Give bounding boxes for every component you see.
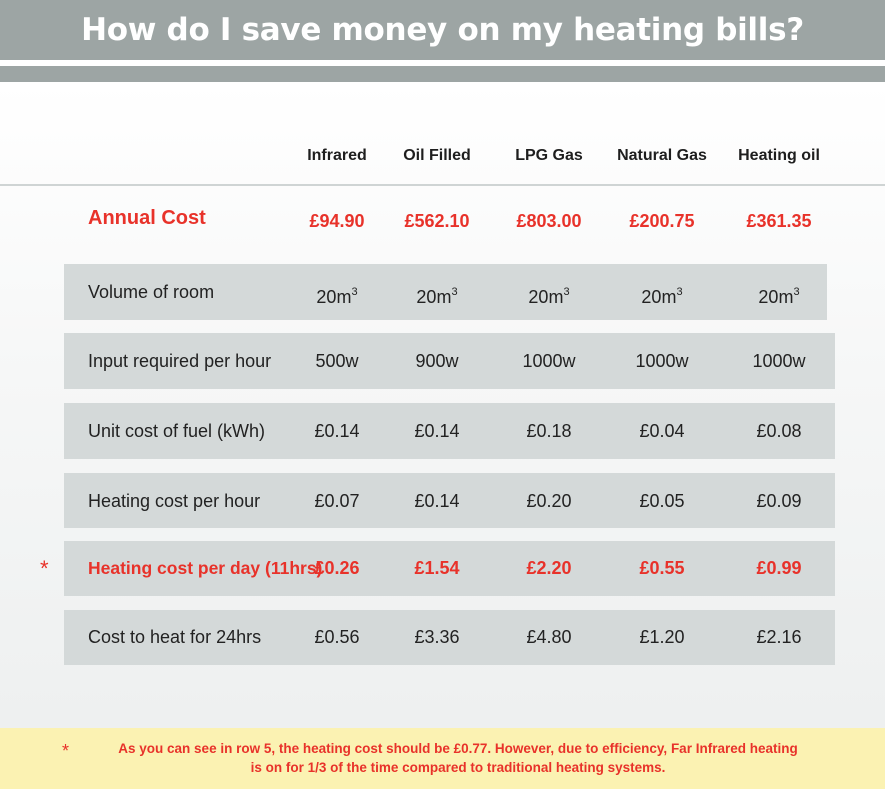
cell-value: £0.09	[756, 491, 802, 511]
table-cell	[724, 626, 834, 648]
cell-unit-superscript: 3	[451, 286, 458, 298]
table-cell	[724, 350, 834, 372]
table-cell	[382, 210, 492, 232]
table-cell	[382, 420, 492, 442]
cell-value: £1.20	[639, 627, 685, 647]
table-cell	[382, 626, 492, 648]
table-cell	[494, 626, 604, 648]
column-header: Oil Filled	[403, 147, 471, 164]
cell-value: £562.10	[404, 211, 470, 231]
cell-value: 900w	[415, 351, 459, 371]
footnote-line-2: is on for 1/3 of the time compared to traditional heating systems.	[250, 760, 666, 775]
table-cell	[724, 420, 834, 442]
footnote-asterisk: *	[62, 741, 70, 761]
footnote-text	[88, 739, 828, 777]
cell-value: £3.36	[414, 627, 460, 647]
table-cell	[607, 210, 717, 232]
cell-value: £0.99	[756, 558, 802, 578]
row-label: Heating cost per hour	[88, 491, 261, 511]
row-label: Volume of room	[88, 282, 215, 302]
title-bar	[0, 0, 885, 60]
table-cell	[607, 281, 717, 308]
cell-value: £0.04	[639, 421, 685, 441]
cell-value: £803.00	[516, 211, 582, 231]
cell-value: £0.56	[314, 627, 360, 647]
cell-value: £94.90	[309, 211, 365, 231]
cell-value: £0.18	[526, 421, 572, 441]
header-divider	[0, 184, 885, 186]
row-asterisk: *	[40, 556, 49, 581]
table-cell	[282, 490, 392, 512]
table-cell	[282, 210, 392, 232]
table-cell	[382, 350, 492, 372]
cell-value: £0.26	[314, 558, 360, 578]
cell-value: £4.80	[526, 627, 572, 647]
header-band	[0, 66, 885, 82]
row-label: Annual Cost	[88, 207, 206, 229]
cell-value: 20m	[528, 287, 564, 307]
table-cell	[382, 281, 492, 308]
column-header: Heating oil	[738, 147, 820, 164]
table-cell	[607, 557, 717, 579]
column-header: Natural Gas	[617, 147, 707, 164]
cell-value: £200.75	[629, 211, 695, 231]
table-cell	[607, 350, 717, 372]
cell-value: 500w	[315, 351, 359, 371]
cell-value: £0.14	[414, 491, 460, 511]
cell-value: 1000w	[635, 351, 689, 371]
table-cell	[607, 490, 717, 512]
cell-value: £0.08	[756, 421, 802, 441]
cell-unit-superscript: 3	[563, 286, 570, 298]
table-cell	[724, 557, 834, 579]
footnote-line-1: As you can see in row 5, the heating cost should be £0.77. However, due to efficiency, Far Infrared heating	[118, 741, 798, 756]
cell-value: £1.54	[414, 558, 460, 578]
table-cell	[724, 210, 834, 232]
table-cell	[494, 281, 604, 308]
cell-value: £0.20	[526, 491, 572, 511]
table-cell	[382, 490, 492, 512]
table-cell	[494, 420, 604, 442]
table-cell	[282, 557, 392, 579]
table-cell	[494, 350, 604, 372]
table-cell	[282, 420, 392, 442]
cell-value: 1000w	[752, 351, 806, 371]
table-cell	[494, 557, 604, 579]
cell-value: £361.35	[746, 211, 812, 231]
cell-value: 20m	[316, 287, 352, 307]
cell-value: 20m	[416, 287, 452, 307]
table-cell	[282, 350, 392, 372]
cell-value: 1000w	[522, 351, 576, 371]
cell-value: 20m	[641, 287, 677, 307]
row-label: Unit cost of fuel (kWh)	[88, 421, 266, 441]
table-cell	[382, 557, 492, 579]
cell-value: £0.14	[314, 421, 360, 441]
table-cell	[494, 490, 604, 512]
table-cell	[607, 420, 717, 442]
cell-value: £2.16	[756, 627, 802, 647]
cell-unit-superscript: 3	[676, 286, 683, 298]
cell-value: £0.55	[639, 558, 685, 578]
cell-value: 20m	[758, 287, 794, 307]
table-cell	[282, 281, 392, 308]
table-cell	[607, 626, 717, 648]
cell-value: £0.14	[414, 421, 460, 441]
column-header: LPG Gas	[515, 147, 583, 164]
page-title: How do I save money on my heating bills?	[81, 12, 804, 48]
table-cell	[494, 210, 604, 232]
cell-unit-superscript: 3	[351, 286, 358, 298]
cell-value: £2.20	[526, 558, 572, 578]
cell-value: £0.05	[639, 491, 685, 511]
row-label: Heating cost per day (11hrs)	[88, 558, 323, 578]
cell-value: £0.07	[314, 491, 360, 511]
cell-unit-superscript: 3	[793, 286, 800, 298]
table-cell	[724, 281, 834, 308]
table-cell	[282, 626, 392, 648]
table-cell	[724, 490, 834, 512]
row-label: Cost to heat for 24hrs	[88, 627, 262, 647]
row-label: Input required per hour	[88, 351, 272, 371]
column-header: Infrared	[307, 147, 367, 164]
